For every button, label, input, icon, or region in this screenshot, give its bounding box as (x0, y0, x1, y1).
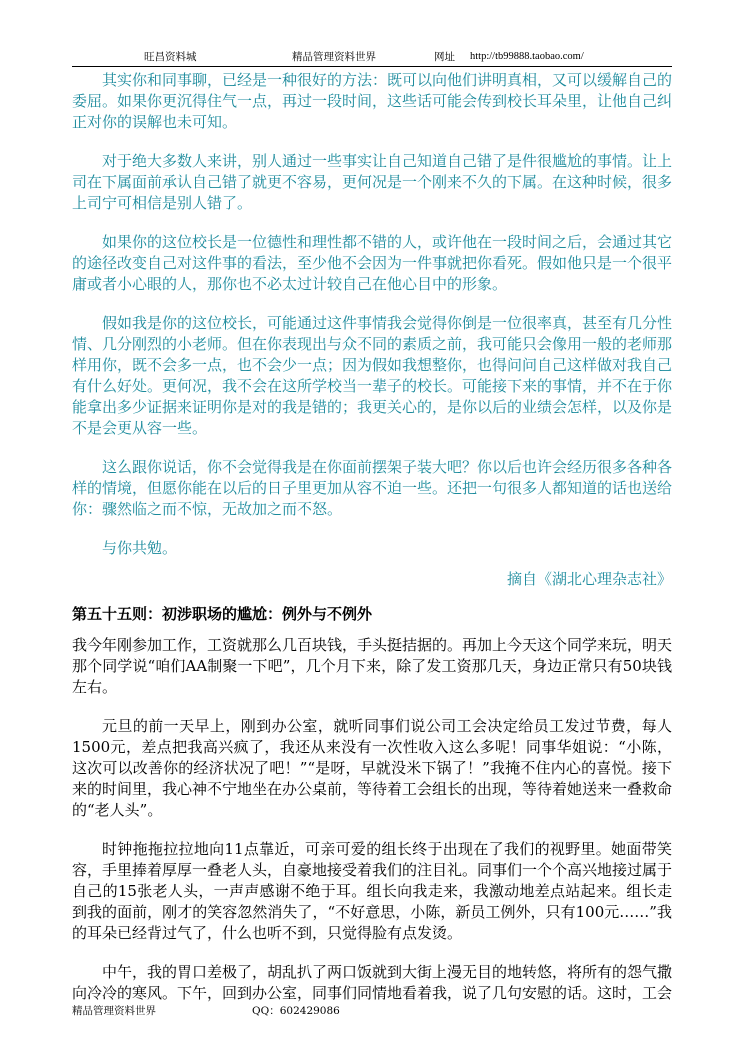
paragraph: 如果你的这位校长是一位德性和理性都不错的人，或许他在一段时间之后，会通过其它的途径改变自己对这件事的看法，至少他不会因为一件事就把你看死。假如他只是一个很平庸或者小心眼的人，那你也不必太过计较自己在他心目中的形象。 (72, 233, 673, 293)
header-rule (72, 66, 672, 67)
paragraph: 对于绝大多数人来讲，别人通过一些事实让自己知道自己错了是件很尴尬的事情。让上司在下属面前承认自己错了就更不容易，更何况是一个刚来不久的下属。在这种时候，很多上司宁可相信是别人错了。 (72, 152, 673, 212)
paragraph: 其实你和同事聊，已经是一种很好的方法：既可以向他们讲明真相，又可以缓解自己的委屈。如果你更沉得住气一点，再过一段时间，这些话可能会传到校长耳朵里，让他自己纠正对你的误解也未可知。 (72, 71, 673, 131)
paragraph: 时钟拖拖拉拉地向11点靠近，可亲可爱的组长终于出现在了我们的视野里。她面带笑容，手里捧着厚厚一叠老人头，自豪地接受着我们的注目礼。同事们一个个高兴地接过属于自己的15张老人头，一声声感谢不绝于耳。组长向我走来，我激动地差点站起来。组长走到我的面前，刚才的笑容忽然消失了，“不好意思，小陈，新员工例外，只有100元……”我的耳朵已经背过气了，什么也听不到，只觉得脸有点发烫。 (72, 840, 673, 942)
header-site-name: 精品管理资料世界 (292, 51, 376, 63)
header-shop-name: 旺昌资料城 (144, 51, 197, 63)
header-url-label: 网址 (434, 51, 455, 63)
footer-site-name: 精品管理资料世界 (72, 1005, 156, 1017)
paragraph: 中午，我的胃口差极了，胡乱扒了两口饭就到大街上漫无目的地转悠，将所有的怨气撒向冷冷的寒风。下午，回到办公室，同事们同情地看着我，说了几句安慰的话。这时，工会 (72, 963, 673, 1002)
header-url: http://tb99888.taobao.com/ (470, 51, 584, 62)
attribution: 摘自《湖北心理杂志社》 (506, 570, 672, 588)
section-title: 第五十五则：初涉职场的尴尬：例外与不例外 (72, 605, 373, 623)
teal-section (72, 70, 672, 590)
footer-qq: QQ：602429086 (252, 1005, 340, 1017)
paragraph: 假如我是你的这位校长，可能通过这件事情我会觉得你倒是一位很率真，甚至有几分性情、几分刚烈的小老师。但在你表现出与众不同的素质之前，我可能只会像用一般的老师那样用你，既不会多一点，也不会少一点；因为假如我想整你，也得问问自己这样做对我自己有什么好处。更何况，我不会在这所学校当一辈子的校长。可能接下来的事情，并不在于你能拿出多少证据来证明你是对的我是错的；我更关心的，是你以后的业绩会怎样，以及你是不是会更从容一些。 (72, 314, 673, 437)
paragraph: 元旦的前一天早上，刚到办公室，就听同事们说公司工会决定给员工发过节费，每人1500元，差点把我高兴疯了，我还从来没有一次性收入这么多呢！同事华姐说：“小陈，这次可以改善你的经济状况了吧！”“是呀，早就没米下锅了！”我掩不住内心的喜悦。接下来的时间里，我心神不宁地坐在办公桌前，等待着工会组长的出现，等待着她送来一叠救命的“老人头”。 (72, 717, 673, 819)
paragraph: 我今年刚参加工作，工资就那么几百块钱，手头挺拮据的。再加上今天这个同学来玩，明天那个同学说“咱们AA制聚一下吧”，几个月下来，除了发工资那几天，身边正常只有50块钱左右。 (72, 636, 673, 696)
paragraph: 这么跟你说话，你不会觉得我是在你面前摆架子装大吧？你以后也许会经历很多各种各样的情境，但愿你能在以后的日子里更加从容不迫一些。还把一句很多人都知道的话也送给你：骤然临之而不惊，无故加之而不怒。 (72, 458, 673, 518)
black-section (72, 635, 672, 1004)
paragraph: 与你共勉。 (102, 539, 178, 557)
page-content (72, 70, 672, 1004)
